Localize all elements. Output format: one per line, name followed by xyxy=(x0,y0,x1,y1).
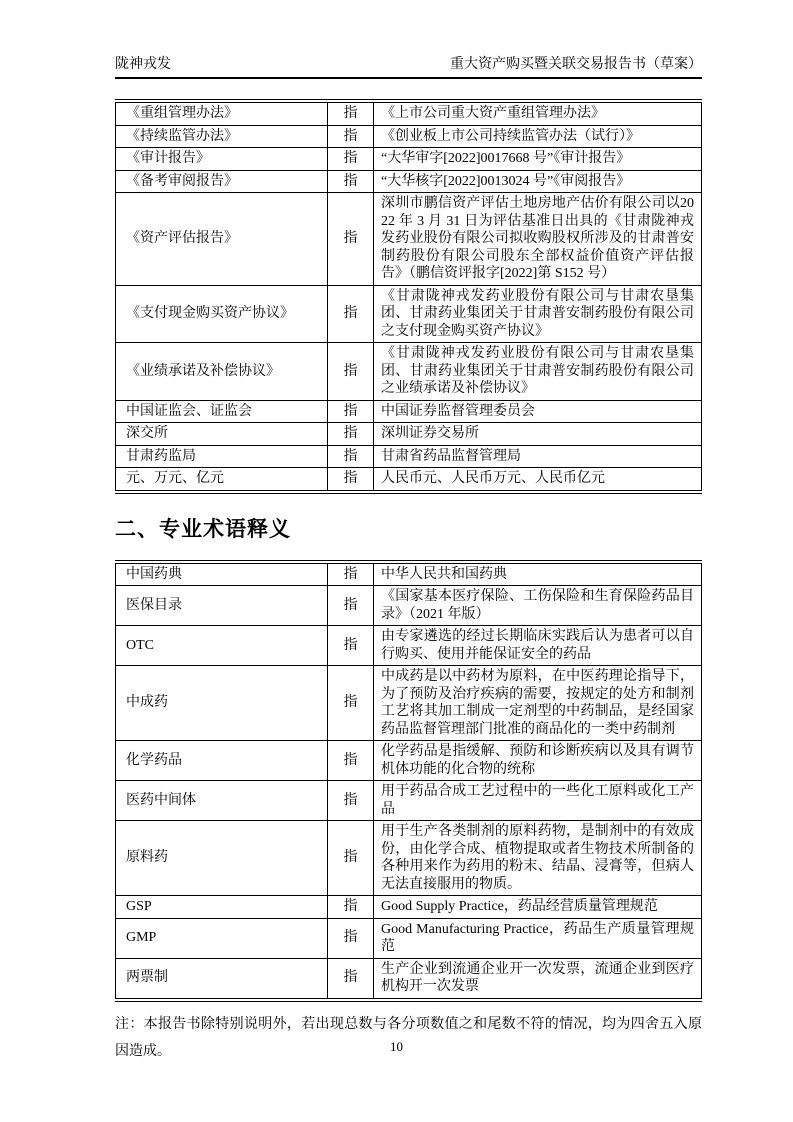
definition-row xyxy=(116,170,702,193)
term-cell: 化学药品 xyxy=(116,741,328,781)
term-cell: 《备考审阅报告》 xyxy=(116,170,328,193)
page-content xyxy=(115,56,702,1065)
connector-cell: 指 xyxy=(328,562,374,586)
definition-cell: 用于生产各类制剂的原料药物，是制剂中的有效成份，由化学合成、植物提取或者生物技术所制备的各种用来作为药用的粉末、结晶、浸膏等，但病人无法直接服用的物质。 xyxy=(374,821,702,896)
definition-cell: Good Supply Practice，药品经营质量管理规范 xyxy=(374,896,702,919)
term-cell: GSP xyxy=(116,896,328,919)
definition-row xyxy=(116,101,702,125)
term-cell: 中国药典 xyxy=(116,562,328,586)
definition-cell: 甘肃省药品监督管理局 xyxy=(374,445,702,468)
definition-row xyxy=(116,626,702,666)
definition-row xyxy=(116,423,702,446)
definition-cell: 《创业板上市公司持续监管办法（试行）》 xyxy=(374,125,702,148)
definition-row xyxy=(116,918,702,958)
connector-cell: 指 xyxy=(328,170,374,193)
definition-cell: 用于药品合成工艺过程中的一些化工原料或化工产品 xyxy=(374,781,702,821)
definition-cell: 由专家遴选的经过长期临床实践后认为患者可以自行购买、使用并能保证安全的药品 xyxy=(374,626,702,666)
connector-cell: 指 xyxy=(328,423,374,446)
term-cell: 《审计报告》 xyxy=(116,148,328,171)
definition-row xyxy=(116,781,702,821)
definition-cell: 中华人民共和国药典 xyxy=(374,562,702,586)
term-cell: 《支付现金购买资产协议》 xyxy=(116,285,328,343)
definition-row xyxy=(116,193,702,286)
term-cell: 《业绩承诺及补偿协议》 xyxy=(116,343,328,401)
definition-row xyxy=(116,125,702,148)
definition-cell: 深圳市鹏信资产评估土地房地产估价有限公司以2022 年 3 月 31 日为评估基准日出具的《甘肃陇神戎发药业股份有限公司拟收购股权所涉及的甘肃普安制药股份有限公司股东全部权益价值资产评估报告》（鹏信资评报字[2022]第 S152 号） xyxy=(374,193,702,286)
definition-cell: 《国家基本医疗保险、工伤保险和生育保险药品目录》（2021 年版） xyxy=(374,586,702,626)
definition-cell: 《上市公司重大资产重组管理办法》 xyxy=(374,101,702,125)
connector-cell: 指 xyxy=(328,400,374,423)
connector-cell: 指 xyxy=(328,741,374,781)
definition-row xyxy=(116,821,702,896)
term-cell: OTC xyxy=(116,626,328,666)
definitions-table-general xyxy=(115,99,702,494)
connector-cell: 指 xyxy=(328,285,374,343)
connector-cell: 指 xyxy=(328,148,374,171)
definition-cell: 深圳证券交易所 xyxy=(374,423,702,446)
connector-cell: 指 xyxy=(328,781,374,821)
definition-row xyxy=(116,400,702,423)
definition-cell: 中国证券监督管理委员会 xyxy=(374,400,702,423)
term-cell: 医药中间体 xyxy=(116,781,328,821)
connector-cell: 指 xyxy=(328,586,374,626)
definition-row xyxy=(116,445,702,468)
term-cell: 甘肃药监局 xyxy=(116,445,328,468)
definition-cell: “大华审字[2022]0017668 号”《审计报告》 xyxy=(374,148,702,171)
term-cell: 《资产评估报告》 xyxy=(116,193,328,286)
term-cell: 深交所 xyxy=(116,423,328,446)
connector-cell: 指 xyxy=(328,343,374,401)
definition-cell: 《甘肃陇神戎发药业股份有限公司与甘肃农垦集团、甘肃药业集团关于甘肃普安制药股份有限公司之业绩承诺及补偿协议》 xyxy=(374,343,702,401)
definitions-table-professional-terms xyxy=(115,560,702,1002)
connector-cell: 指 xyxy=(328,125,374,148)
definition-row xyxy=(116,468,702,492)
definition-cell: 《甘肃陇神戎发药业股份有限公司与甘肃农垦集团、甘肃药业集团关于甘肃普安制药股份有限公司之支付现金购买资产协议》 xyxy=(374,285,702,343)
term-cell: 中国证监会、证监会 xyxy=(116,400,328,423)
term-cell: 医保目录 xyxy=(116,586,328,626)
connector-cell: 指 xyxy=(328,193,374,286)
footnote: 注：本报告书除特别说明外，若出现总数与各分项数值之和尾数不符的情况，均为四舍五入原因造成。 xyxy=(115,1016,702,1059)
term-cell: GMP xyxy=(116,918,328,958)
connector-cell: 指 xyxy=(328,918,374,958)
definition-cell: 人民币元、人民币万元、人民币亿元 xyxy=(374,468,702,492)
header-report-title: 重大资产购买暨关联交易报告书（草案） xyxy=(450,57,702,72)
definition-row xyxy=(116,586,702,626)
connector-cell: 指 xyxy=(328,468,374,492)
definition-row xyxy=(116,958,702,1000)
definition-row xyxy=(116,896,702,919)
definition-cell: 生产企业到流通企业开一次发票，流通企业到医疗机构开一次发票 xyxy=(374,958,702,1000)
page-header xyxy=(115,56,702,79)
term-cell: 两票制 xyxy=(116,958,328,1000)
definition-cell: 中成药是以中药材为原料，在中医药理论指导下，为了预防及治疗疾病的需要，按规定的处方和制剂工艺将其加工制成一定剂型的中药制品，是经国家药品监督管理部门批准的商品化的一类中药制剂 xyxy=(374,666,702,741)
connector-cell: 指 xyxy=(328,445,374,468)
connector-cell: 指 xyxy=(328,896,374,919)
connector-cell: 指 xyxy=(328,626,374,666)
term-cell: 《持续监管办法》 xyxy=(116,125,328,148)
term-cell: 元、万元、亿元 xyxy=(116,468,328,492)
definition-cell: “大华核字[2022]0013024 号”《审阅报告》 xyxy=(374,170,702,193)
connector-cell: 指 xyxy=(328,821,374,896)
term-cell: 中成药 xyxy=(116,666,328,741)
term-cell: 《重组管理办法》 xyxy=(116,101,328,125)
header-company-name: 陇神戎发 xyxy=(115,57,171,72)
connector-cell: 指 xyxy=(328,666,374,741)
definition-cell: Good Manufacturing Practice，药品生产质量管理规范 xyxy=(374,918,702,958)
definition-row xyxy=(116,148,702,171)
definition-cell: 化学药品是指缓解、预防和诊断疾病以及具有调节机体功能的化合物的统称 xyxy=(374,741,702,781)
definition-row xyxy=(116,343,702,401)
definition-row xyxy=(116,741,702,781)
connector-cell: 指 xyxy=(328,958,374,1000)
term-cell: 原料药 xyxy=(116,821,328,896)
definition-row xyxy=(116,285,702,343)
section-title: 二、专业术语释义 xyxy=(115,517,291,541)
page-number: 10 xyxy=(390,1039,403,1054)
connector-cell: 指 xyxy=(328,101,374,125)
definition-row xyxy=(116,562,702,586)
definition-row xyxy=(116,666,702,741)
